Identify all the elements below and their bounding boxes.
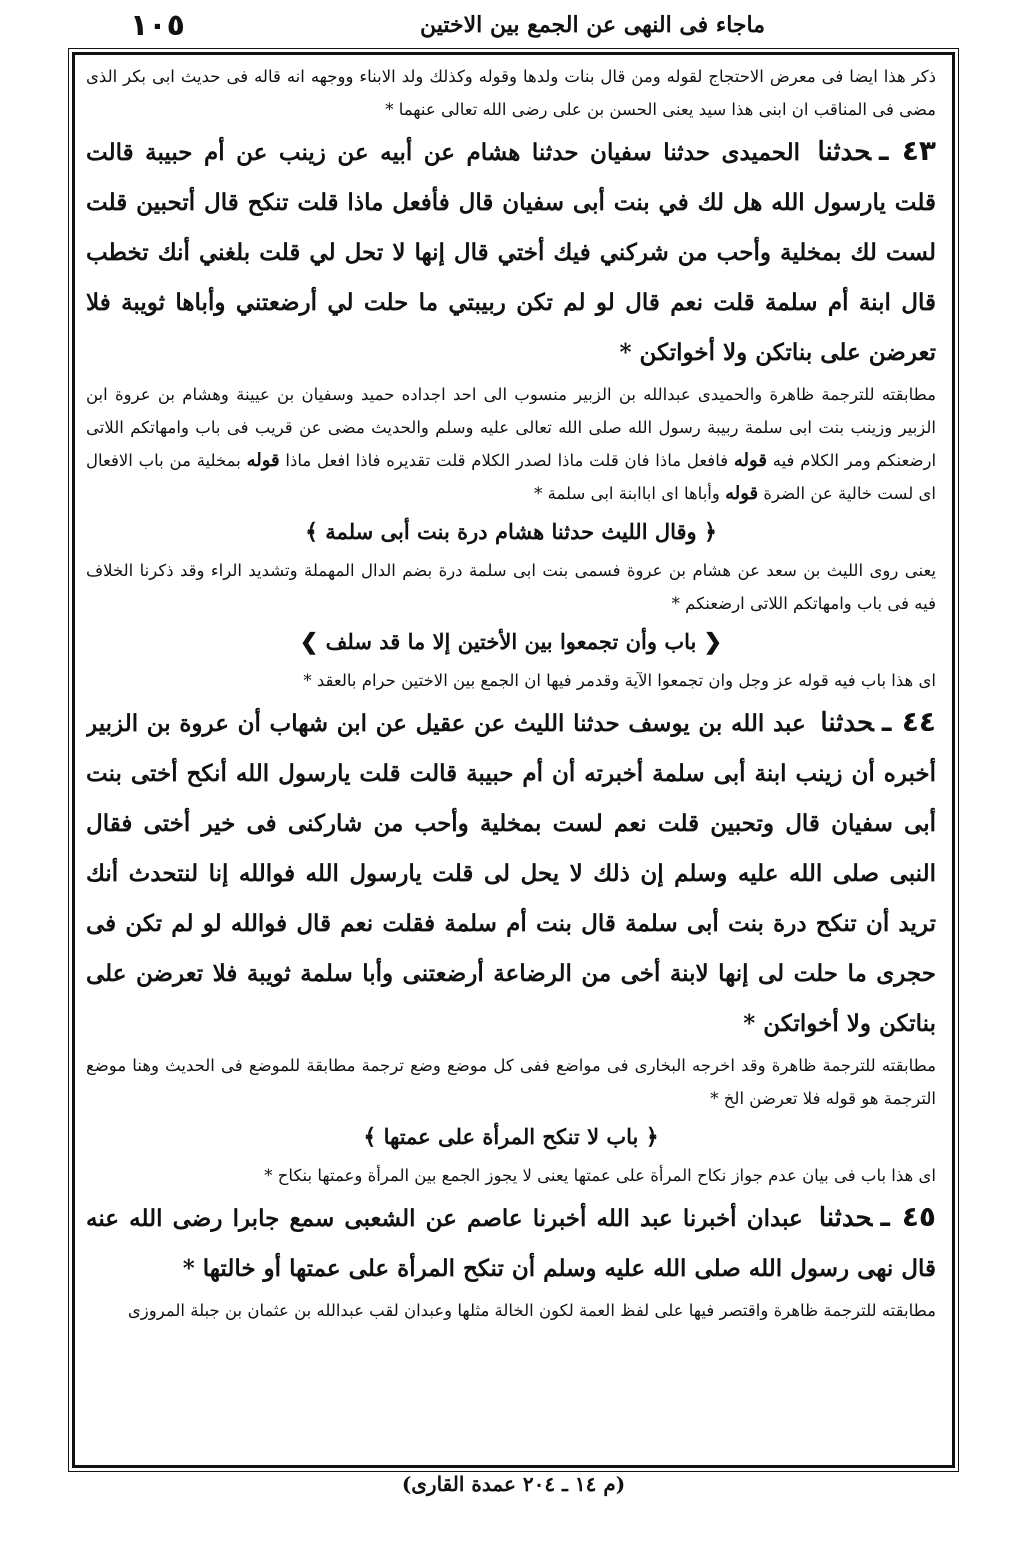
ornament-icon: ❯ [299,629,319,655]
hadith-lead: حدثنا [820,708,874,738]
footer-signature: (م ١٤ ـ ٢٠٤ عمدة القارى) [401,1472,626,1496]
hadith-number: ٤٤ ـ [881,705,936,738]
keyword-qawluhu: قوله [246,450,280,471]
hadith-number: ٤٣ ـ [878,134,936,167]
ornament-icon: ❮ [703,629,723,655]
commentary-paragraph: مطابقته للترجمة ظاهرة وقد اخرجه البخارى فى مواضع ففى كل موضع وضع ترجمة مطابقة للموضع فى الحديث وهنا موضع الترجمة هو قوله فلا تعرضن الخ * [86,1056,936,1108]
ornament-icon: ﴾ [363,1124,377,1150]
hadith-text: عبد الله بن يوسف حدثنا الليث عن عقيل عن ابن شهاب أن عروة بن الزبير أخبره أن زينب ابنة أبى سلمة أخبرته أن أم حبيبة قالت قلت يارسول الله أنكح أختى بنت أبى سفيان قال وتحبين قلت نعم لست بمخلية وأحب من شاركنى فى خير أختى فقال النبى صلى الله عليه وسلم إن ذلك لا يحل لى قلت يارسول الله فوالله إنا لنتحدث أنك تريد أن تنكح درة بنت أبى سلمة قال بنت أم سلمة فقلت نعم قال فوالله لو لم تكن فى حجرى ما حلت لى إنها لابنة أخى من الرضاعة أرضعتنى وأبا سلمة ثويبة فلا تعرضن على بناتكن ولا أخواتكن * [86,710,936,1037]
page-number: ١٠٥ [130,8,185,43]
bab-heading: ﴿ باب لا تنكح المرأة على عمتها ﴾ [363,1124,659,1150]
commentary-paragraph: مطابقته للترجمة ظاهرة والحميدى عبدالله بن الزبير منسوب الى احد اجداده حميد وسفيان بن عيينة وهشام بن عروة ابن الزبير وزينب بنت ابى سلمة ربيبة رسول الله صلى الله تعالى عليه وسلم والحديث مضى عن قريب فى باب وامهاتكم اللاتى ارضعنكم ومر الكلام فيه قوله فافعل ماذا فان قلت ماذا لصدر الكلام قلت تقديره فاذا افعل ماذا قوله بمخلية من باب الافعال اى لست خالية عن الضرة قوله وأباها اى اباابنة ابى سلمة * [86,385,936,504]
ornament-icon: ﴿ [704,519,717,545]
commentary-paragraph: مطابقته للترجمة ظاهرة واقتصر فيها على لفظ العمة لكون الخالة مثلها وعبدان لقب عبدالله بن عثمان بن جبلة المروزى [127,1301,936,1320]
hadith-text: عبدان أخبرنا عبد الله أخبرنا عاصم عن الشعبى سمع جابرا رضى الله عنه قال نهى رسول الله صلى الله عليه وسلم أن تنكح المرأة على عمتها أو خالتها * [86,1205,936,1282]
keyword-qawluhu: قوله [733,450,767,471]
hadith-44 [86,697,936,1049]
commentary-paragraph: اى هذا باب فيه قوله عز وجل وان تجمعوا الآية وقدمر فيها ان الجمع بين الاختين حرام بالعقد * [303,671,936,690]
ornament-icon: ﴿ [645,1124,659,1150]
commentary-paragraph: اى هذا باب فى بيان عدم جواز نكاح المرأة على عمتها يعنى لا يجوز الجمع بين المرأة وعمتها بنكاح * [264,1166,936,1185]
ornament-icon: ﴾ [305,519,318,545]
hadith-lead: حدثنا [817,137,871,167]
keyword-qawluhu: قوله [725,483,759,504]
hadith-43 [86,126,936,378]
running-title: ماجاء فى النهى عن الجمع بين الاختين [420,12,765,38]
laith-narration: ﴿ وقال الليث حدثنا هشام درة بنت أبى سلمة ﴾ [305,519,717,545]
hadith-number: ٤٥ ـ [880,1200,936,1233]
commentary-paragraph: يعنى روى الليث بن سعد عن هشام بن عروة فسمى بنت ابى سلمة درة بضم الدال المهملة وتشديد الراء وقد ذكرنا الخلاف فيه فى باب وامهاتكم اللاتى ارضعنكم * [86,561,936,613]
page-header [60,6,1015,46]
hadith-lead: حدثنا [818,1203,873,1233]
page-body [86,60,936,1456]
hadith-45 [86,1192,936,1294]
bab-heading: ❮ باب وأن تجمعوا بين الأختين إلا ما قد سلف ❯ [299,629,723,655]
commentary-paragraph: ذكر هذا ايضا فى معرض الاحتجاج لقوله ومن قال بنات ولدها وقوله وكذلك ولد الابناء ووجهه انه قاله فى حديث ابى بكر الذى مضى فى المناقب ان ابنى هذا سيد يعنى الحسن بن على رضى الله تعالى عنهما * [86,67,936,119]
hadith-text: الحميدى حدثنا سفيان حدثنا هشام عن أبيه عن زينب عن أم حبيبة قالت قلت يارسول الله هل لك في بنت أبى سفيان قال فأفعل ماذا قلت تنكح قال أتحبين قلت لست لك بمخلية وأحب من شركني فيك أختي قال إنها لا تحل لي قلت بلغني أنك تخطب قال ابنة أم سلمة قلت نعم قال لو لم تكن ربيبتي ما حلت لي أرضعتني وأباها ثويبة فلا تعرضن على بناتكن ولا أخواتكن * [86,139,936,366]
